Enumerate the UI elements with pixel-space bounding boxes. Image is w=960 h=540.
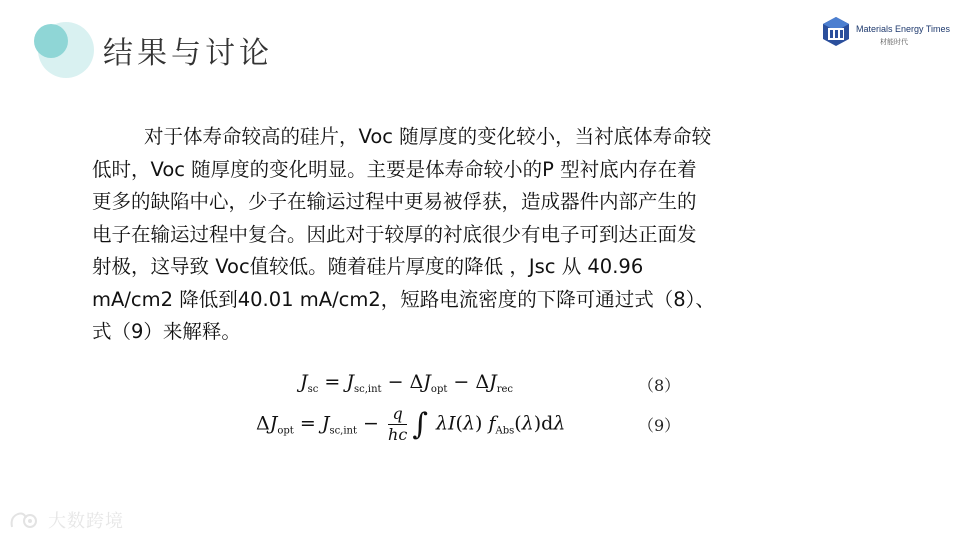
body-paragraph — [92, 121, 852, 349]
paragraph-line: 射极，这导致 Voc值较低。随着硅片厚度的降低 ，Jsc 从 40.96 — [92, 255, 644, 278]
cube-logo-icon — [820, 15, 852, 47]
equation-8-number: （8） — [638, 376, 681, 395]
paragraph-line: 式（9）来解释。 — [92, 320, 241, 343]
fraction-denominator: hc — [388, 425, 408, 444]
paragraph-line: 低时，Voc 随厚度的变化明显。主要是体寿命较小的P 型衬底内存在着 — [92, 157, 697, 181]
paragraph-line: 对于体寿命较高的硅片，Voc 随厚度的变化较小，当衬底体寿命较 — [144, 125, 712, 148]
equation-9-number: （9） — [638, 416, 681, 435]
paragraph-line: 电子在输运过程中复合。因此对于较厚的衬底很少有电子可到达正面发 — [92, 222, 697, 246]
watermark — [8, 508, 124, 532]
equation-9: $\Delta J_{opt} = J_{sc,int}$ − $\frac{q}{hc}$ ∫ λI(λ) $f_{Abs}(\lambda)d\lambda$ — [256, 404, 566, 444]
equation-8: $J_{sc} = J_{sc,int} - \Delta J_{opt} - \Delta J_{rec}$ — [300, 371, 514, 395]
integral-sign: ∫ — [412, 407, 428, 442]
watermark-logo-icon — [8, 509, 42, 531]
slide-title: 结果与讨论 — [103, 36, 273, 71]
paragraph-line: mA/cm2 降低到40.01 mA/cm2，短路电流密度的下降可通过式（8）、 — [92, 287, 715, 311]
fraction-numerator: q — [388, 404, 407, 425]
fraction-q-over-hc — [388, 404, 407, 445]
decor-circle-small — [34, 24, 68, 58]
brand-name: Materials Energy Times — [856, 24, 951, 34]
brand-logo — [820, 15, 951, 55]
paragraph-line: 更多的缺陷中心，少子在输运过程中更易被俘获，造成器件内部产生的 — [92, 190, 697, 213]
brand-name-cn: 材能时代 — [880, 38, 908, 46]
watermark-text: 大数跨境 — [48, 511, 124, 532]
